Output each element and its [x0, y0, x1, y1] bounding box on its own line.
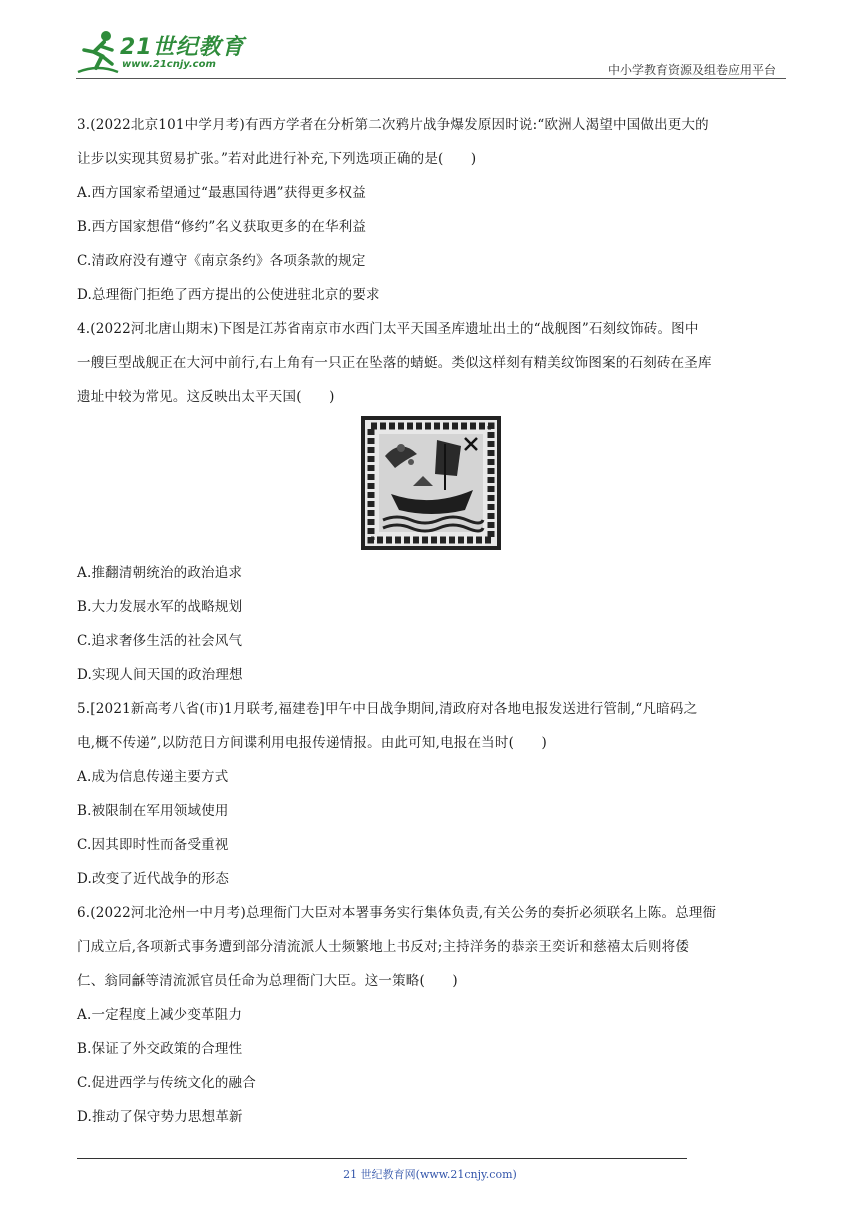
option-a: A.一定程度上减少变革阻力 [77, 1007, 243, 1023]
option-d: D.推动了保守势力思想革新 [77, 1109, 243, 1125]
option-a: A.推翻清朝统治的政治追求 [77, 565, 243, 581]
question-stem-line: 门成立后,各项新式事务遭到部分清流派人士频繁地上书反对;主持洋务的恭亲王奕䜣和慈禧太后则将倭 [77, 939, 690, 955]
option-b: B.保证了外交政策的合理性 [77, 1041, 243, 1057]
option-d: D.实现人间天国的政治理想 [77, 667, 243, 683]
option-d: D.改变了近代战争的形态 [77, 871, 230, 887]
site-logo[interactable] [76, 28, 246, 78]
header-divider [76, 78, 786, 79]
option-a: A.西方国家希望通过“最惠国待遇”获得更多权益 [77, 185, 366, 201]
question-stem-line: 一艘巨型战舰正在大河中前行,右上角有一只正在坠落的蜻蜓。类似这样刻有精美纹饰图案的石刻砖在圣库 [77, 355, 712, 371]
page-header [76, 28, 786, 80]
logo-url: www.21cnjy.com [122, 59, 216, 70]
question-5 [77, 692, 787, 896]
option-c: C.因其即时性而备受重视 [77, 837, 229, 853]
option-c: C.促进西学与传统文化的融合 [77, 1075, 256, 1091]
question-stem-line: 遗址中较为常见。这反映出太平天国( ) [77, 389, 335, 405]
question-stem-line: 电,概不传递”,以防范日方间谍利用电报传递情报。由此可知,电报在当时( ) [77, 735, 547, 751]
option-a: A.成为信息传递主要方式 [77, 769, 229, 785]
option-c: C.追求奢侈生活的社会风气 [77, 633, 243, 649]
question-4 [77, 312, 787, 692]
logo-text: 21世纪教育 [120, 35, 245, 60]
question-content [77, 108, 787, 1134]
question-3 [77, 108, 787, 312]
option-b: B.被限制在军用领域使用 [77, 803, 229, 819]
runner-logo-icon [76, 28, 120, 76]
option-c: C.清政府没有遵守《南京条约》各项条款的规定 [77, 253, 366, 269]
option-d: D.总理衙门拒绝了西方提出的公使进驻北京的要求 [77, 287, 380, 303]
warship-brick-relief-image [361, 416, 501, 550]
question-stem-line: 4.(2022河北唐山期末)下图是江苏省南京市水西门太平天国圣库遗址出土的“战舰图”石刻纹饰砖。图中 [77, 321, 699, 337]
question-stem-line: 3.(2022北京101中学月考)有西方学者在分析第二次鸦片战争爆发原因时说:“欧洲人渴望中国做出更大的 [77, 117, 709, 133]
footer-link[interactable]: 21 世纪教育网(www.21cnjy.com) [343, 1168, 517, 1181]
question-stem-line: 让步以实现其贸易扩张。”若对此进行补充,下列选项正确的是( ) [77, 151, 477, 167]
platform-tagline: 中小学教育资源及组卷应用平台 [607, 63, 776, 77]
option-b: B.西方国家想借“修约”名义获取更多的在华利益 [77, 219, 367, 235]
option-b: B.大力发展水军的战略规划 [77, 599, 243, 615]
question-6 [77, 896, 787, 1134]
footer-divider [77, 1158, 687, 1159]
question-stem-line: 5.[2021新高考八省(市)1月联考,福建卷]甲午中日战争期间,清政府对各地电报发送进行管制,“凡暗码之 [77, 701, 698, 717]
question-stem-line: 6.(2022河北沧州一中月考)总理衙门大臣对本署事务实行集体负责,有关公务的奏折必须联名上陈。总理衙 [77, 905, 717, 921]
question-stem-line: 仁、翁同龢等清流派官员任命为总理衙门大臣。这一策略( ) [77, 973, 458, 989]
